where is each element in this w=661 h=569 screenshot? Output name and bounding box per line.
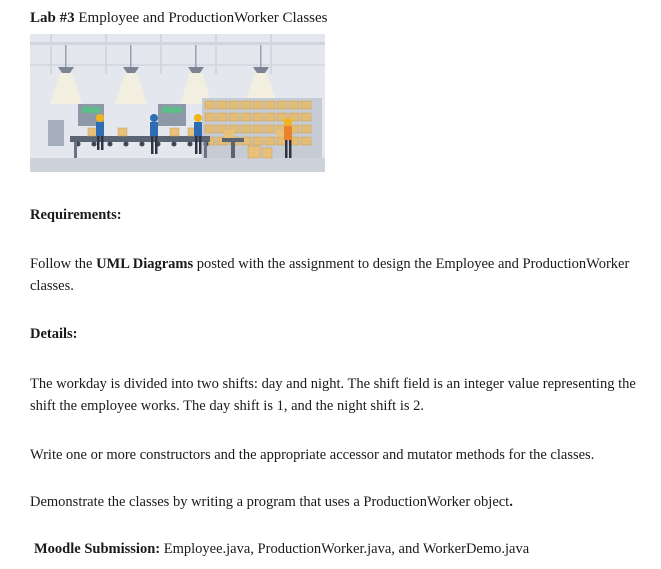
details-paragraph-constructors: Write one or more constructors and the appropriate accessor and mutator methods for the classes. [30, 447, 595, 463]
details-paragraph-demonstrate [30, 491, 645, 513]
page-title [30, 10, 328, 27]
requirements-heading: Requirements: [30, 207, 122, 223]
ceiling-beam [30, 64, 325, 66]
ceiling-beam [30, 42, 325, 45]
floor-boxes [248, 146, 272, 158]
lab-title-text: Employee and ProductionWorker Classes [74, 10, 328, 26]
roof-truss [50, 34, 52, 74]
submission-label: Moodle Submission: [34, 541, 161, 557]
roof-truss [270, 34, 272, 74]
uml-diagrams-text: UML Diagrams [96, 256, 194, 272]
demonstrate-period: . [509, 494, 513, 510]
roof-truss [160, 34, 162, 74]
demonstrate-text: Demonstrate the classes by writing a program that uses a ProductionWorker object [30, 494, 510, 510]
factory-floor [30, 158, 325, 172]
requirements-text-before: Follow the [30, 256, 97, 272]
roof-truss [105, 34, 107, 74]
requirements-paragraph [30, 253, 645, 297]
details-paragraph-shifts: The workday is divided into two shifts: day and night. The shift field is an integer value representing the shift the employee works. The day shift is 1, and the night shift is 2. [30, 376, 636, 414]
moodle-submission [34, 541, 529, 558]
factory-illustration [30, 34, 325, 172]
details-heading: Details: [30, 326, 78, 342]
lab-number: Lab #3 [30, 10, 75, 26]
submission-files: Employee.java, ProductionWorker.java, and WorkerDemo.java [160, 541, 530, 557]
requirements-text-after: posted with the assignment to design the Employee and ProductionWorker classes. [30, 256, 630, 294]
roof-truss [215, 34, 217, 74]
